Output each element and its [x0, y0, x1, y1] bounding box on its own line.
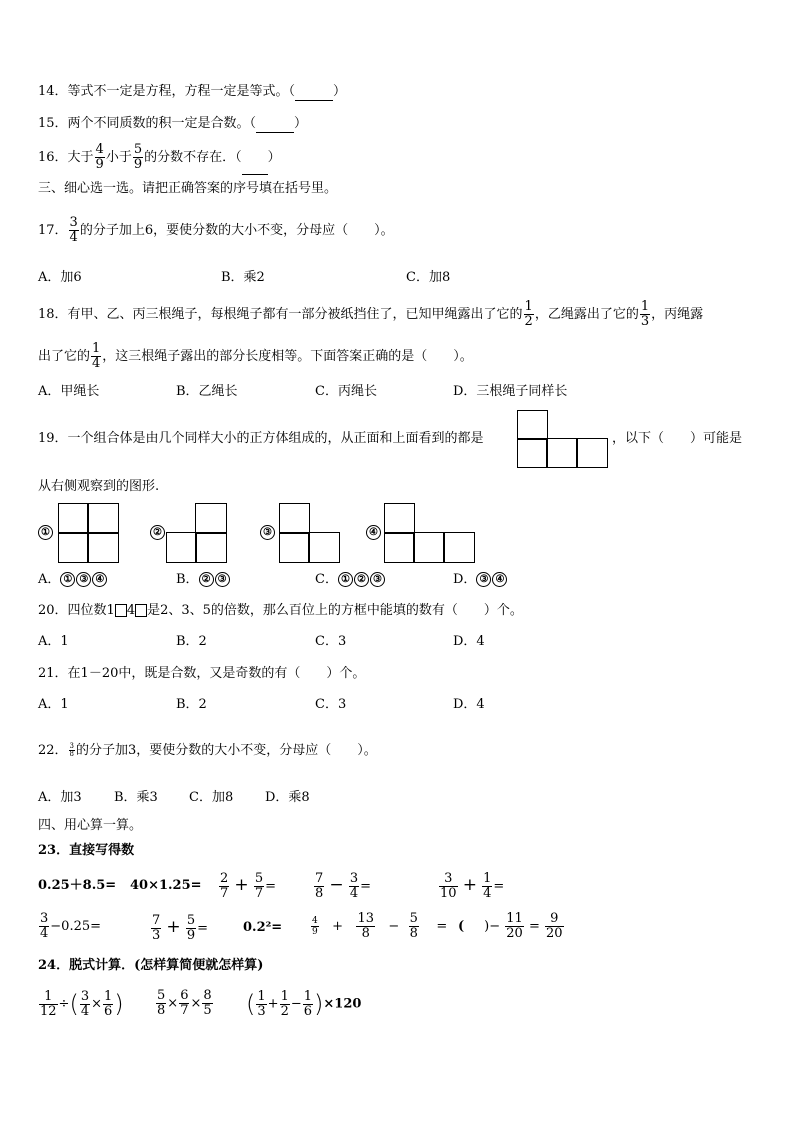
q16-mid: 小于	[105, 150, 132, 165]
q20-ones-box	[135, 604, 147, 617]
q19-figure-4-label: ④	[366, 525, 381, 540]
q18-text-d: 出了它的	[38, 349, 91, 364]
q24-title: 24．脱式计算．(怎样算简便就怎样算)	[38, 958, 264, 973]
q19-option-b[interactable]: B． ② ③	[176, 572, 231, 588]
q15	[38, 116, 307, 133]
q24-expr-2: $\frac{5}{8}$ × $\frac{6}{7}$ × $\frac{8}{5}$	[157, 988, 212, 1018]
circled-2: ②	[354, 572, 369, 587]
circled-3: ③	[370, 572, 385, 587]
q20-option-d[interactable]: D．4	[453, 634, 485, 649]
q19-figure-2[interactable]	[166, 503, 228, 563]
q23-expr-10: ( )− $\frac{11}{20}$ = $\frac{9}{20}$	[458, 910, 565, 944]
q16-fraction-a: $\frac{4}{9}$	[95, 142, 104, 172]
q21-stem: 21．在1－20中，既是合数，又是奇数的有（ ）个。	[38, 666, 366, 681]
q19-figure-1-label: ①	[38, 525, 53, 540]
q23-expr-6: $\frac{3}{4}$ −0.25=	[40, 911, 102, 941]
circled-4: ④	[492, 572, 507, 587]
q18-line2	[38, 340, 473, 374]
q19-figure-1[interactable]	[58, 503, 120, 563]
q19-line1-post: ，以下（ ）可能是	[612, 431, 743, 446]
circled-3: ③	[215, 572, 230, 587]
circled-1: ①	[338, 572, 353, 587]
q18-option-b[interactable]: B．乙绳长	[176, 384, 238, 399]
q19-option-c[interactable]: C． ① ② ③	[315, 572, 386, 588]
q18-option-c[interactable]: C．丙绳长	[315, 384, 377, 399]
q18-text-a: 18．有甲、乙、丙三根绳子，每根绳子都有一部分被纸挡住了，已知甲绳露出了它的	[38, 307, 523, 322]
q23-expr-2: 40×1.25=	[130, 878, 202, 893]
section4-heading: 四、用心算一算。	[38, 818, 143, 833]
q23-expr-9: $\frac{4}{9}$ + $\frac{13}{8}$ − $\frac{5}{8}$ =	[312, 911, 448, 941]
q17-fraction: $\frac{3}{4}$	[69, 215, 78, 245]
q18-fraction-quarter: $\frac{1}{4}$	[92, 341, 101, 371]
q23-expr-4: $\frac{7}{8}$ − $\frac{3}{4}$ =	[315, 871, 371, 901]
q22-number: 22．	[38, 743, 68, 758]
q17-option-b[interactable]: B．乘2	[221, 270, 265, 285]
q15-close: ）	[294, 116, 308, 131]
q18-fraction-third: $\frac{1}{3}$	[640, 299, 650, 329]
q19-figure-3[interactable]	[279, 503, 341, 563]
section3-heading: 三、细心选一选。请把正确答案的序号填在括号里。	[38, 181, 338, 196]
circled-2: ②	[199, 572, 214, 587]
q15-text: 15．两个不同质数的积一定是合数。（	[38, 116, 257, 131]
q23-expr-5: $\frac{3}{10}$ + $\frac{1}{4}$ =	[440, 871, 505, 901]
q20-text-b: 4	[126, 603, 136, 618]
q19-figure-2-label: ②	[150, 525, 165, 540]
q18-text-c: ，丙绳露	[651, 307, 704, 322]
q17-stem	[38, 214, 394, 248]
circled-3: ③	[476, 572, 491, 587]
q22-stem	[38, 736, 377, 766]
q15-answer-blank[interactable]	[256, 116, 294, 133]
q23-expr-7: $\frac{7}{3}$ + $\frac{5}{9}$ =	[152, 913, 208, 943]
q20-hundreds-box	[115, 604, 127, 617]
q16	[38, 142, 281, 175]
circled-1: ①	[60, 572, 75, 587]
q22-text: 的分子加3，要使分数的大小不变，分母应（ ）。	[76, 743, 377, 758]
q17-option-c[interactable]: C．加8	[406, 270, 451, 285]
q14-answer-blank[interactable]	[295, 84, 333, 101]
q19-front-top-view-figure	[517, 410, 609, 468]
q20-option-b[interactable]: B．2	[176, 634, 207, 649]
q16-post: 的分数不存在．（	[144, 150, 242, 165]
q20-stem	[38, 603, 523, 619]
q19-option-a[interactable]: A． ① ③ ④	[38, 572, 108, 588]
q19-line1: 19．一个组合体是由几个同样大小的正方体组成的，从正面和上面看到的都是	[38, 431, 484, 446]
q23-expr-1: 0.25＋8.5=	[38, 878, 117, 893]
q20-text-c: 是2、3、5的倍数，那么百位上的方框中能填的数有（ ）个。	[147, 603, 523, 618]
q22-option-a[interactable]: A．加3	[38, 790, 82, 805]
q18-line1	[38, 298, 703, 332]
circled-4: ④	[92, 572, 107, 587]
q17-option-a[interactable]: A．加6	[38, 270, 82, 285]
q18-fraction-half: $\frac{1}{2}$	[524, 299, 533, 329]
q21-option-a[interactable]: A．1	[38, 697, 69, 712]
q19-line2: 从右侧观察到的图形.	[38, 479, 160, 494]
q23-expr-10-blank[interactable]	[464, 910, 484, 944]
q23-title: 23．直接写得数	[38, 843, 135, 858]
q24-expr-1: $\frac{1}{12}$ ÷( $\frac{3}{4}$ × $\frac{1}{6}$ )	[40, 988, 124, 1019]
q14	[38, 84, 346, 101]
q18-option-d[interactable]: D．三根绳子同样长	[453, 384, 568, 399]
q16-fraction-b: $\frac{5}{9}$	[133, 142, 143, 172]
q17-text: 的分子加上6，要使分数的大小不变，分母应（ ）。	[79, 223, 394, 238]
q18-text-e: ，这三根绳子露出的部分长度相等。下面答案正确的是（ ）。	[102, 349, 473, 364]
q22-option-d[interactable]: D．乘8	[265, 790, 310, 805]
q18-text-b: ，乙绳露出了它的	[534, 307, 639, 322]
q21-option-b[interactable]: B．2	[176, 697, 207, 712]
q14-close: ）	[333, 84, 347, 99]
q21-option-c[interactable]: C．3	[315, 697, 347, 712]
q19-figure-3-label: ③	[260, 525, 275, 540]
q17-number: 17．	[38, 223, 68, 238]
q23-expr-3: $\frac{2}{7}$ + $\frac{5}{7}$ =	[220, 871, 276, 901]
q19-figure-4[interactable]	[384, 503, 475, 563]
q18-option-a[interactable]: A．甲绳长	[38, 384, 100, 399]
q24-expr-3: ( $\frac{1}{3}$ + $\frac{1}{2}$ − $\frac{1}{6}$ )×120	[246, 988, 362, 1019]
q16-answer-blank[interactable]	[242, 142, 268, 175]
q23-expr-8: 0.2²=	[243, 920, 283, 935]
q19-option-d[interactable]: D． ③ ④	[453, 572, 508, 588]
q22-option-b[interactable]: B．乘3	[114, 790, 158, 805]
q16-pre: 16．大于	[38, 150, 94, 165]
q16-close: ）	[267, 150, 281, 165]
q20-option-a[interactable]: A．1	[38, 634, 69, 649]
q21-option-d[interactable]: D．4	[453, 697, 485, 712]
q22-option-c[interactable]: C．加8	[189, 790, 234, 805]
q22-fraction: $\frac{3}{8}$	[69, 742, 75, 758]
circled-3: ③	[76, 572, 91, 587]
q20-option-c[interactable]: C．3	[315, 634, 347, 649]
q14-text: 14．等式不一定是方程，方程一定是等式。（	[38, 84, 296, 99]
q20-text-a: 20．四位数1	[38, 603, 115, 618]
